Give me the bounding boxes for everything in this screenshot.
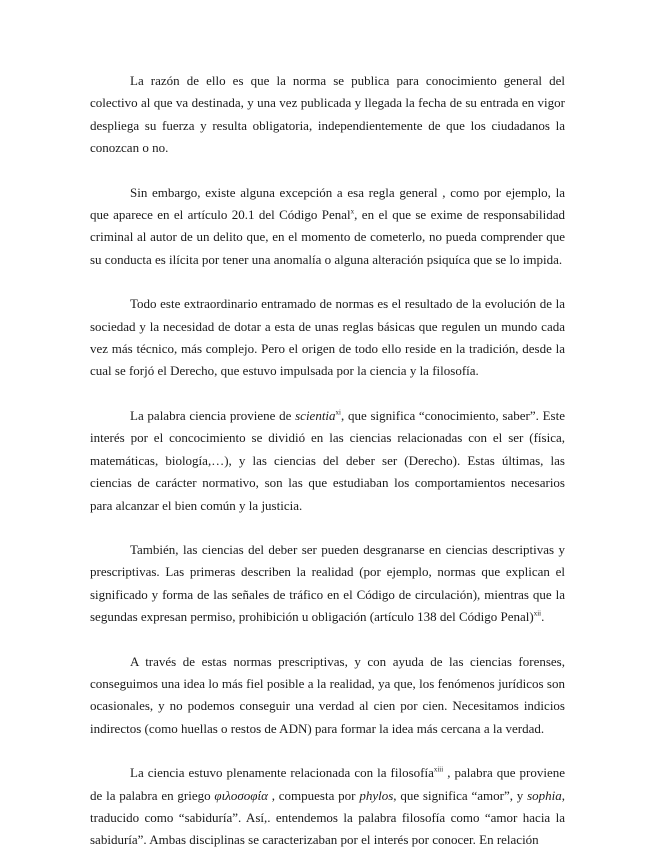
paragraph-6-text: A través de estas normas prescriptivas, y con ayuda de las ciencias forenses, conseguimos una idea lo más fiel posible a la realidad, ya que, los fenómenos jurídicos son ocasionales, y no podemos conseguir una verdad al cien por cien. Necesitamos indicios indirectos (como huellas o restos de ADN) para formar la idea más cercana a la verdad. bbox=[90, 653, 565, 736]
paragraph-4 bbox=[90, 405, 565, 517]
footnote-ref-xi[interactable]: xi bbox=[335, 408, 341, 417]
paragraph-2-text-a: Sin embargo, existe alguna excepción a esa regla general , como por ejemplo, la que aparece en el artículo 20.1 del Código Penal bbox=[90, 184, 565, 223]
paragraph-6 bbox=[90, 651, 565, 741]
footnote-ref-xiii[interactable]: xiii bbox=[433, 765, 444, 774]
paragraph-4-text-a: La palabra ciencia proviene de bbox=[130, 407, 296, 423]
paragraph-4-text-b: , que significa “conocimiento, saber”. Este interés por el concocimiento se dividió en las ciencias relacionadas con el ser (física, matemáticas, biología,…), y las ciencias del deber ser (Derecho). Estas últimas, las ciencias de carácter normativo, son las que estudiaban los comportamientos necesarios para alcanzar el bien común y la justicia. bbox=[90, 407, 565, 513]
paragraph-7-text-e: , traducido como “sabiduría”. Así,. entendemos la palabra filosofía como “amor hacia la sabiduría”. Ambas disciplinas se caracterizaban por el interés por conocer. En relación bbox=[90, 787, 566, 848]
paragraph-5-text-b: . bbox=[541, 609, 545, 625]
paragraph-3-text: Todo este extraordinario entramado de normas es el resultado de la evolución de la sociedad y la necesidad de dotar a esta de unas reglas básicas que regulen un mundo cada vez más técnico, más complejo. Pero el origen de todo ello reside en la tradición, desde la cual se forjó el Derecho, que estuvo impulsada por la ciencia y la filosofía. bbox=[90, 296, 565, 379]
paragraph-7-text-c: , compuesta por bbox=[267, 787, 360, 803]
paragraph-3 bbox=[90, 293, 565, 383]
paragraph-7-text-b: , palabra que proviene de la palabra en griego bbox=[90, 765, 565, 803]
term-sophia: sophia bbox=[527, 787, 562, 803]
paragraph-5-text-a: También, las ciencias del deber ser pueden desgranarse en ciencias descriptivas y prescriptivas. Las primeras describen la realidad (por ejemplo, normas que explican el significado y forma de las señales de tráfico en el Código de circulación), mientras que la segundas expresan permiso, prohibición u obligación (artículo 138 del Código Penal) bbox=[90, 541, 565, 625]
paragraph-7 bbox=[90, 762, 565, 852]
term-scientia: scientia bbox=[295, 407, 336, 423]
term-phylos: phylos bbox=[359, 787, 394, 803]
paragraph-2 bbox=[90, 182, 565, 272]
paragraph-7-text-d: , que significa “amor”, y bbox=[393, 787, 528, 803]
paragraph-1-text: La razón de ello es que la norma se publica para conocimiento general del colectivo al que va destinada, y una vez publicada y llegada la fecha de su entrada en vigor despliega su fuerza y resulta obligatoria, independientemente de que los ciudadanos la conozcan o no. bbox=[90, 73, 565, 156]
paragraph-1 bbox=[90, 70, 565, 160]
paragraph-7-text-a: La ciencia estuvo plenamente relacionada con la filosofía bbox=[130, 765, 434, 781]
term-greek-philosophia: φιλοσοφία bbox=[214, 787, 268, 803]
paragraph-5 bbox=[90, 539, 565, 629]
footnote-ref-xii[interactable]: xii bbox=[533, 609, 542, 618]
paragraph-2-text-b: , en el que se exime de responsabilidad criminal al autor de un delito que, en el momento de cometerlo, no pueda comprender que su conducta es ilícita por tener una anomalía o alguna alteración psiquíca que se lo impida. bbox=[90, 207, 565, 267]
footnote-ref-x[interactable]: x bbox=[350, 207, 355, 216]
